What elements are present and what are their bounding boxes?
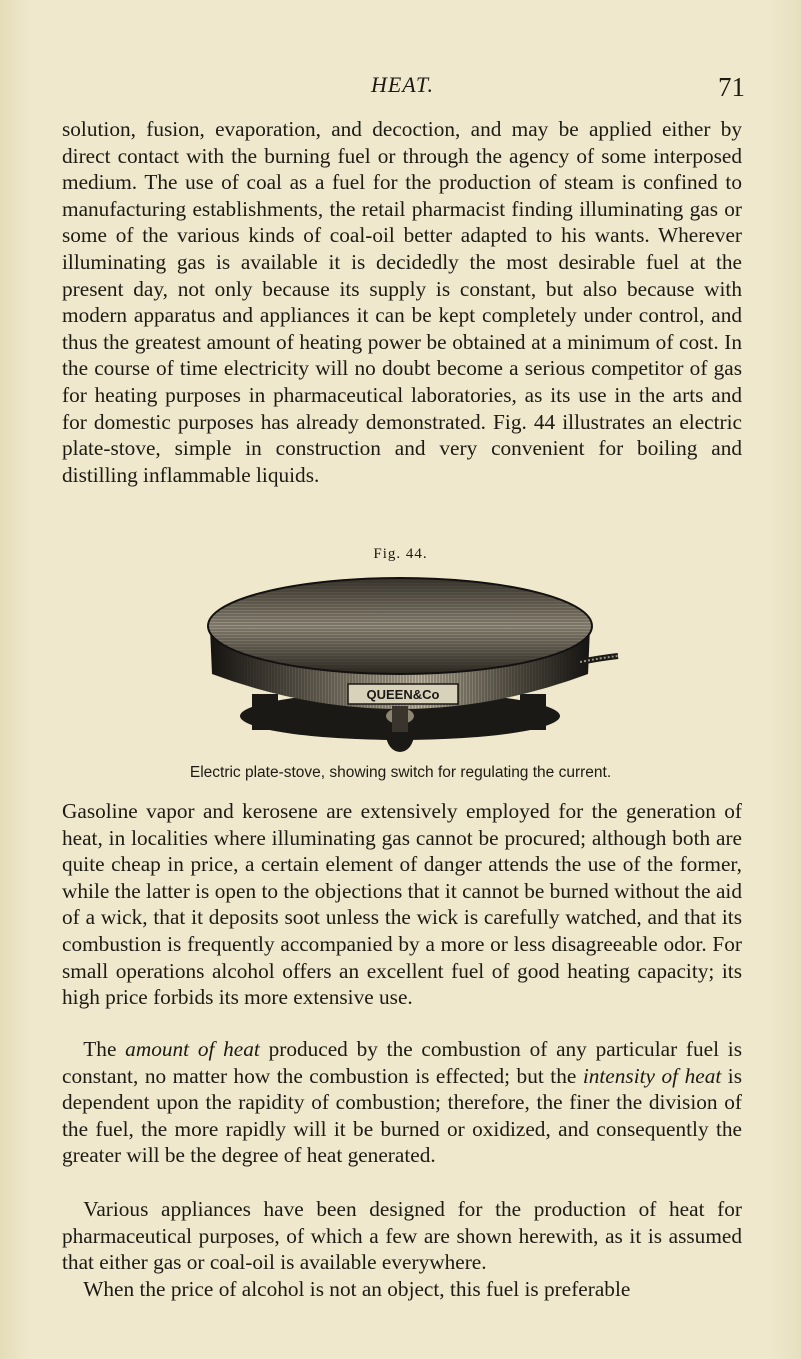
paragraph-3 [62, 1036, 742, 1169]
paragraph-4 [62, 1196, 742, 1276]
paragraph-1: solution, fusion, evaporation, and decoction, and may be applied either by direct contact with the burning fuel or through the agency of some interposed medium. The use of coal as a fuel for the production of steam is confined to manufacturing establishments, the retail pharmacist finding illuminating gas or some of the various kinds of coal-oil better adapted to his wants. Wherever illuminating gas is available it is decidedly the most desirable fuel at the present day, not only because its supply is constant, but also because with modern apparatus and appliances it can be kept completely under control, and thus the greatest amount of heating power be obtained at a minimum of cost. In the course of time electricity will no doubt become a serious competitor of gas for heating purposes in pharmaceutical laboratories, as its use in the arts and for domestic purposes has already demonstrated. Fig. 44 illustrates an electric plate-stove, simple in construction and very convenient for boiling and distilling inflammable liquids. [62, 117, 742, 487]
electric-plate-stove-illustration [200, 566, 620, 756]
figure-caption: Electric plate-stove, showing switch for regulating the current. [189, 764, 612, 781]
figure-label: Fig. 44. [373, 546, 428, 562]
page-header [60, 72, 745, 106]
running-title: HEAT. [370, 72, 435, 97]
paragraph-3-part-3: is dependent upon the rapidity of combustion; therefore, the finer the division of the fuel, the more rapidly will it be burned or oxidized, and consequently the greater will be the degree of heat generated. [62, 1063, 742, 1168]
nameplate-text: QUEEN&Co [366, 687, 440, 702]
paragraph-3-part-1: The [83, 1037, 126, 1061]
paragraph-3-italic-2: intensity of heat [582, 1063, 722, 1088]
page-number: 71 [718, 72, 745, 102]
paragraph-2: Gasoline vapor and kerosene are extensively employed for the generation of heat, in localities where illuminating gas cannot be procured; although both are quite cheap in price, a certain element of danger attends the use of the former, while the latter is open to the objections that it cannot be burned without the aid of a wick, that it deposits soot unless the wick is carefully watched, and that its combustion is frequently accompanied by a more or less disagreeable odor. For small operations alcohol offers an excellent fuel of good heating capacity; its high price forbids its more extensive use. [62, 799, 742, 1010]
paragraph-3-italic-1: amount of heat [125, 1037, 260, 1061]
paragraph-3-part-2: produced by the combustion of any particular fuel is constant, no matter how the combustion is effected; but the [62, 1037, 743, 1088]
paragraph-5 [62, 1276, 742, 1303]
paragraph-4-text: Various appliances have been designed for the production of heat for pharmaceutical purposes, of which a few are shown herewith, as it is assumed that either gas or coal-oil is available everywhere. [62, 1197, 742, 1275]
paragraph-5-text: When the price of alcohol is not an object, this fuel is preferable [83, 1277, 631, 1301]
